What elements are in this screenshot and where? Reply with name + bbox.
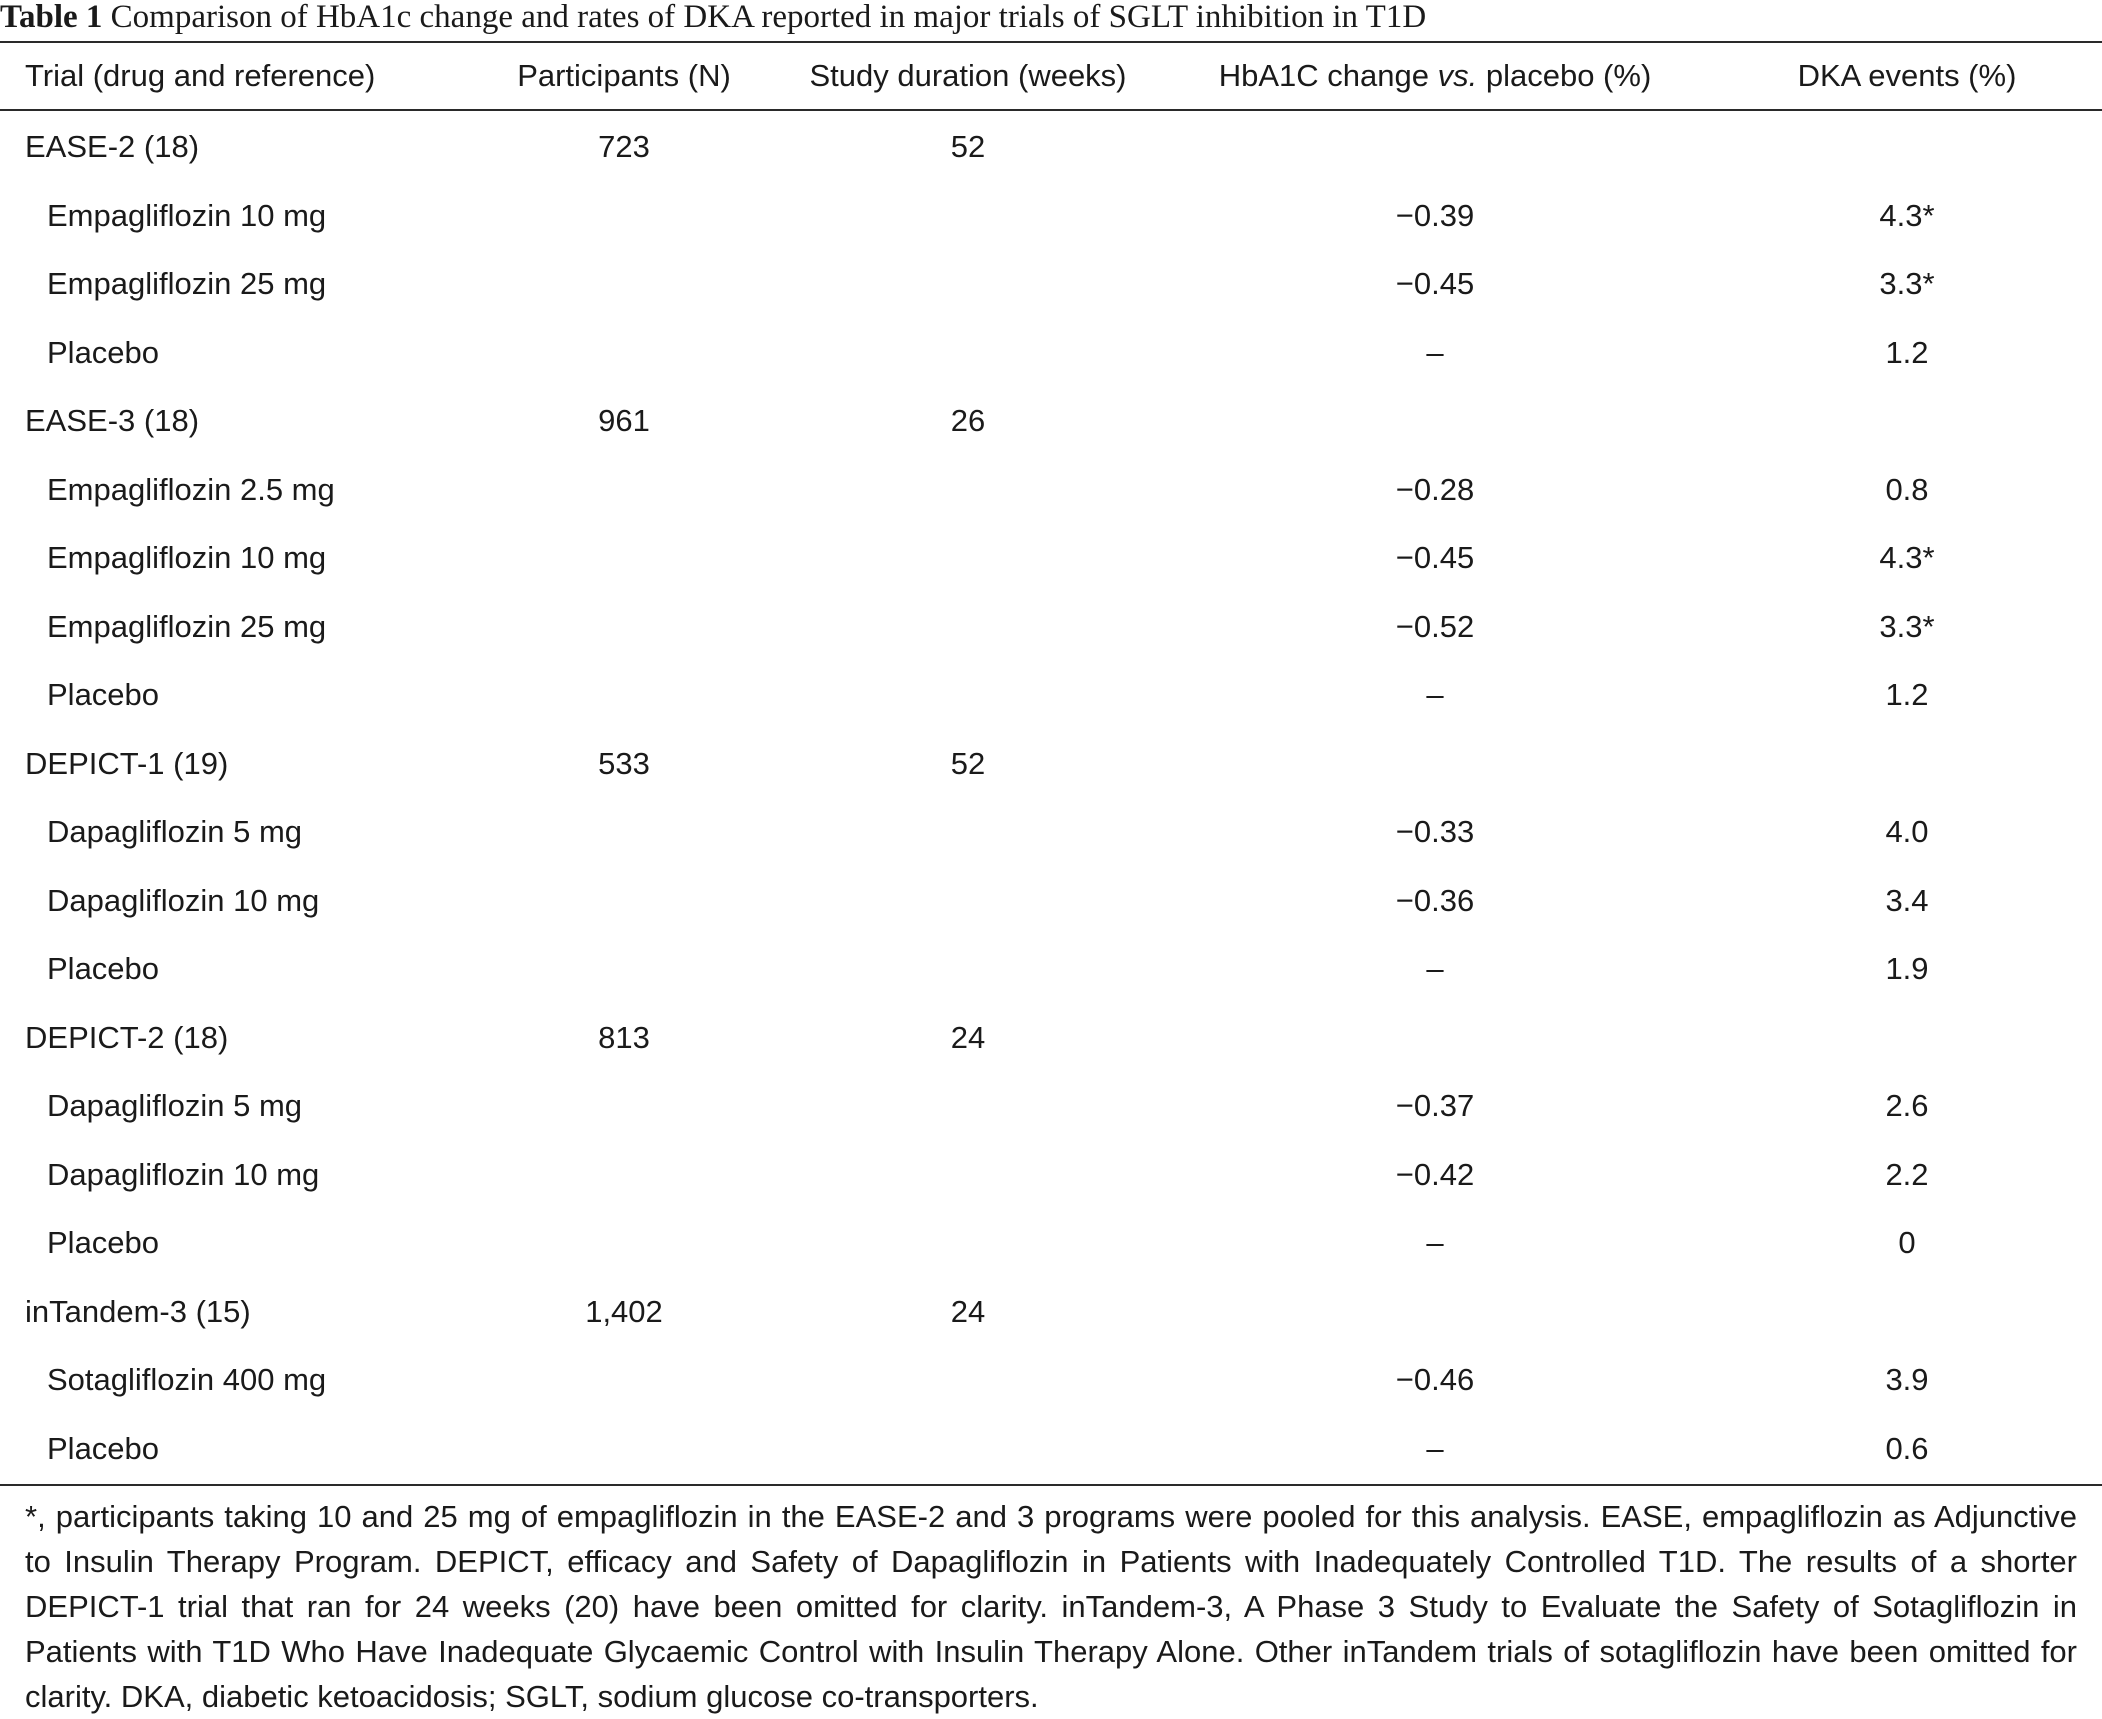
cell-hba1c-change: −0.36 (1395, 882, 1475, 918)
trial-arm-row (0, 1415, 2102, 1484)
cell-hba1c-change (1158, 1004, 1712, 1073)
trials-table (0, 43, 2102, 1483)
cell-hba1c-change: −0.42 (1395, 1156, 1475, 1192)
table-caption-label: Table 1 (0, 0, 103, 35)
cell-dka-events (1712, 109, 2102, 182)
cell-hba1c-change (1158, 1278, 1712, 1347)
trial-arm-row (0, 250, 2102, 319)
cell-trial-name: Empagliflozin 10 mg (47, 540, 327, 576)
header-dka: DKA events (%) (1797, 58, 2017, 93)
trial-arm-row (0, 1209, 2102, 1278)
cell-duration: 24 (950, 1293, 986, 1329)
cell-participants: 723 (598, 129, 650, 165)
cell-duration (778, 798, 1158, 867)
cell-dka-events: 2.2 (1885, 1156, 1929, 1192)
trial-arm-row (0, 593, 2102, 662)
cell-participants (470, 1072, 778, 1141)
cell-dka-events (1712, 1278, 2102, 1347)
cell-duration (778, 1415, 1158, 1484)
cell-participants (470, 1209, 778, 1278)
cell-participants (470, 250, 778, 319)
cell-hba1c-change: – (1426, 951, 1444, 987)
cell-duration (778, 661, 1158, 730)
cell-hba1c-change: −0.39 (1395, 197, 1475, 233)
cell-dka-events: 1.2 (1885, 334, 1929, 370)
cell-participants (470, 524, 778, 593)
table-body (0, 109, 2102, 1483)
cell-dka-events (1712, 387, 2102, 456)
cell-participants: 961 (598, 403, 650, 439)
cell-dka-events: 1.9 (1885, 951, 1929, 987)
table-caption (0, 0, 2102, 40)
cell-dka-events: 4.3* (1879, 197, 1935, 233)
cell-duration (778, 182, 1158, 251)
cell-duration (778, 456, 1158, 525)
cell-trial-name: Placebo (47, 1430, 160, 1466)
cell-hba1c-change: −0.37 (1395, 1088, 1475, 1124)
cell-participants: 1,402 (585, 1293, 663, 1329)
cell-participants: 533 (598, 745, 650, 781)
cell-dka-events: 4.0 (1885, 814, 1929, 850)
cell-participants (470, 182, 778, 251)
cell-hba1c-change: −0.45 (1395, 266, 1475, 302)
header-hba1c (1158, 43, 1712, 109)
cell-trial-name: inTandem-3 (15) (25, 1293, 251, 1329)
cell-dka-events (1712, 1004, 2102, 1073)
cell-participants (470, 661, 778, 730)
cell-hba1c-change: −0.52 (1395, 608, 1475, 644)
cell-trial-name: EASE-2 (18) (25, 129, 200, 165)
cell-hba1c-change (1158, 109, 1712, 182)
cell-hba1c-change: −0.46 (1395, 1362, 1475, 1398)
cell-participants (470, 1346, 778, 1415)
header-hba1c-prefix: HbA1C change (1218, 58, 1438, 93)
trial-arm-row (0, 524, 2102, 593)
trial-arm-row (0, 661, 2102, 730)
cell-dka-events: 0.8 (1885, 471, 1929, 507)
cell-hba1c-change: −0.28 (1395, 471, 1475, 507)
cell-participants (470, 593, 778, 662)
cell-participants: 813 (598, 1019, 650, 1055)
cell-trial-name: EASE-3 (18) (25, 403, 200, 439)
cell-participants (470, 935, 778, 1004)
cell-duration (778, 867, 1158, 936)
header-hba1c-suffix: placebo (%) (1477, 58, 1652, 93)
header-participants: Participants (N) (517, 58, 731, 93)
cell-duration (778, 319, 1158, 388)
cell-duration: 24 (950, 1019, 986, 1055)
cell-trial-name: DEPICT-1 (19) (25, 745, 229, 781)
cell-trial-name: Placebo (47, 951, 160, 987)
trial-group-row (0, 1278, 2102, 1347)
cell-hba1c-change (1158, 387, 1712, 456)
cell-hba1c-change (1158, 730, 1712, 799)
cell-duration (778, 1072, 1158, 1141)
cell-duration: 26 (950, 403, 986, 439)
trial-arm-row (0, 867, 2102, 936)
cell-hba1c-change: −0.45 (1395, 540, 1475, 576)
table-header-row (0, 43, 2102, 109)
trial-group-row (0, 387, 2102, 456)
cell-dka-events: 3.9 (1885, 1362, 1929, 1398)
trial-arm-row (0, 319, 2102, 388)
header-trial: Trial (drug and reference) (25, 58, 376, 93)
cell-duration: 52 (950, 129, 986, 165)
trial-group-row (0, 109, 2102, 182)
table-caption-text: Comparison of HbA1c change and rates of DKA reported in major trials of SGLT inhibition in T1D (110, 0, 1427, 35)
cell-participants (470, 1141, 778, 1210)
cell-trial-name: Dapagliflozin 5 mg (47, 814, 303, 850)
cell-dka-events: 3.3* (1879, 608, 1935, 644)
cell-dka-events: 2.6 (1885, 1088, 1929, 1124)
cell-duration (778, 1209, 1158, 1278)
cell-hba1c-change: – (1426, 1430, 1444, 1466)
trial-arm-row (0, 1346, 2102, 1415)
trial-group-row (0, 1004, 2102, 1073)
cell-trial-name: Placebo (47, 334, 160, 370)
cell-duration (778, 1141, 1158, 1210)
cell-hba1c-change: – (1426, 677, 1444, 713)
cell-trial-name: Empagliflozin 2.5 mg (47, 471, 335, 507)
table-footnote: *, participants taking 10 and 25 mg of empagliflozin in the EASE-2 and 3 programs were pooled for this analysis. EASE, empagliflozin as Adjunctive to Insulin Therapy Program. DEPICT, efficacy and Safety of Dapagliflozin in Patients with Inadequately Controlled T1D. The results of a shorter DEPICT-1 trial that ran for 24 weeks (20) have been omitted for clarity. inTandem-3, A Phase 3 Study to Evaluate the Safety of Sotagliflozin in Patients with T1D Who Have Inadequate Glycaemic Control with Insulin Therapy Alone. Other inTandem trials of sotagliflozin have been omitted for clarity. DKA, diabetic ketoacidosis; SGLT, sodium glucose co-transporters. (25, 1499, 2077, 1714)
trial-arm-row (0, 798, 2102, 867)
cell-trial-name: Empagliflozin 25 mg (47, 608, 327, 644)
cell-duration (778, 935, 1158, 1004)
header-hba1c-vs: vs. (1437, 58, 1478, 93)
trial-arm-row (0, 182, 2102, 251)
cell-dka-events (1712, 730, 2102, 799)
cell-dka-events: 0 (1898, 1225, 1916, 1261)
cell-participants (470, 456, 778, 525)
cell-participants (470, 867, 778, 936)
trial-arm-row (0, 935, 2102, 1004)
cell-duration (778, 1346, 1158, 1415)
cell-dka-events: 3.3* (1879, 266, 1935, 302)
cell-trial-name: Dapagliflozin 10 mg (47, 882, 320, 918)
cell-trial-name: Empagliflozin 10 mg (47, 197, 327, 233)
cell-dka-events: 0.6 (1885, 1430, 1929, 1466)
cell-trial-name: Dapagliflozin 5 mg (47, 1088, 303, 1124)
cell-trial-name: Placebo (47, 1225, 160, 1261)
trial-arm-row (0, 456, 2102, 525)
cell-trial-name: Empagliflozin 25 mg (47, 266, 327, 302)
cell-participants (470, 319, 778, 388)
cell-duration (778, 524, 1158, 593)
cell-dka-events: 3.4 (1885, 882, 1929, 918)
cell-duration: 52 (950, 745, 986, 781)
trial-arm-row (0, 1141, 2102, 1210)
cell-participants (470, 798, 778, 867)
trial-arm-row (0, 1072, 2102, 1141)
trial-group-row (0, 730, 2102, 799)
table-bottom-rule (0, 1484, 2102, 1486)
cell-trial-name: Dapagliflozin 10 mg (47, 1156, 320, 1192)
cell-duration (778, 250, 1158, 319)
cell-dka-events: 4.3* (1879, 540, 1935, 576)
cell-participants (470, 1415, 778, 1484)
cell-trial-name: DEPICT-2 (18) (25, 1019, 229, 1055)
cell-hba1c-change: – (1426, 1225, 1444, 1261)
header-duration: Study duration (weeks) (809, 58, 1127, 93)
cell-duration (778, 593, 1158, 662)
cell-hba1c-change: −0.33 (1395, 814, 1475, 850)
cell-dka-events: 1.2 (1885, 677, 1929, 713)
cell-trial-name: Placebo (47, 677, 160, 713)
cell-trial-name: Sotagliflozin 400 mg (47, 1362, 327, 1398)
cell-hba1c-change: – (1426, 334, 1444, 370)
